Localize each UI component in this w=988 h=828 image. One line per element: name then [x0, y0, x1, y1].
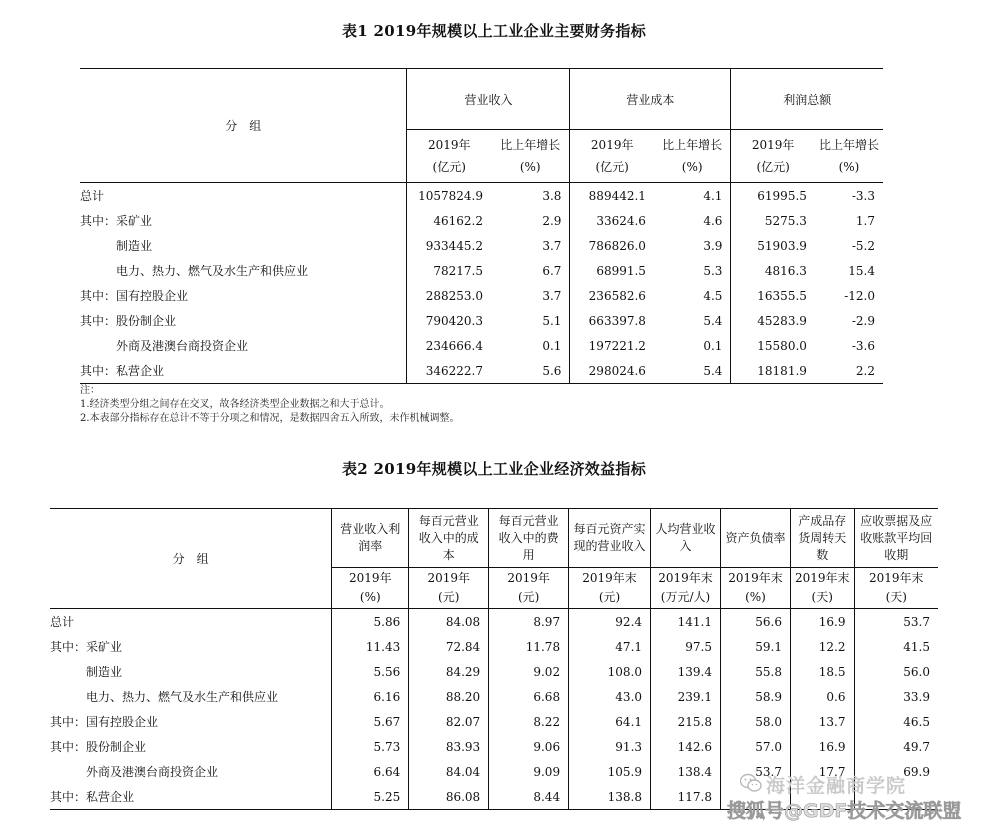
table-row [50, 709, 938, 734]
table2-subheader [790, 568, 854, 609]
note-heading: 注： [80, 385, 100, 396]
row-label: 其中：国有控股企业 [50, 715, 159, 729]
table-cell: 55.8 [720, 659, 790, 684]
table-row [50, 734, 938, 759]
table-cell: 0.1 [703, 338, 723, 353]
subheader-line2: (亿元) [756, 160, 790, 174]
table-cell: 4.6 [703, 213, 723, 228]
subheader-unit: (元) [438, 590, 460, 604]
row-label: 其中：国有控股企业 [80, 289, 189, 303]
table1-subheader [731, 130, 815, 183]
table-cell: 3.8 [542, 188, 562, 203]
subheader-line1: 2019年 [427, 138, 471, 152]
table-cell: 298024.6 [570, 358, 654, 384]
subheader-year: 2019年 [427, 571, 470, 585]
table-cell: 6.7 [542, 263, 562, 278]
table-row [80, 233, 883, 258]
table-cell: 4816.3 [731, 258, 815, 283]
subheader-line1: 比上年增长 [500, 138, 561, 152]
table-cell: 0.1 [542, 338, 562, 353]
watermark-brand: 海洋金融商学院 [766, 775, 907, 797]
table1-notes [80, 384, 460, 426]
subheader-line2: (亿元) [595, 160, 629, 174]
row-label: 其中：私营企业 [50, 790, 135, 804]
subheader-line1: 比上年增长 [662, 138, 723, 152]
table-cell: 64.1 [569, 709, 651, 734]
row-label: 其中：股份制企业 [80, 314, 177, 328]
table-cell: 72.84 [409, 634, 489, 659]
table-cell: 117.8 [651, 784, 721, 810]
table-cell: 8.97 [489, 609, 569, 635]
table-cell: 16.9 [790, 734, 854, 759]
table1-subheader [815, 130, 883, 183]
table-cell: 139.4 [651, 659, 721, 684]
table-row [80, 308, 883, 333]
table2-subheader [651, 568, 721, 609]
subheader-year: 2019年末 [794, 571, 850, 585]
table-cell: 41.5 [854, 634, 938, 659]
table-cell: 1.7 [855, 213, 875, 228]
table-cell: 82.07 [409, 709, 489, 734]
table2-subheader [569, 568, 651, 609]
table-cell: 2.9 [542, 213, 562, 228]
table1-subheader [491, 130, 570, 183]
table-cell: 5.3 [703, 263, 723, 278]
table-cell: 97.5 [651, 634, 721, 659]
table2-column-header: 资产负债率 [720, 509, 790, 568]
table-cell: 61995.5 [731, 183, 815, 209]
table-cell: 46.5 [854, 709, 938, 734]
subheader-line1: 2019年 [751, 138, 795, 152]
table-cell: -5.2 [851, 238, 875, 253]
table-cell: 92.4 [569, 609, 651, 635]
table-cell: 234666.4 [407, 333, 491, 358]
table-cell: 9.02 [489, 659, 569, 684]
table-cell: 346222.7 [407, 358, 491, 384]
table-cell: 57.0 [720, 734, 790, 759]
table-cell: 68991.5 [570, 258, 654, 283]
table2-subheader [720, 568, 790, 609]
table2-title: 表2 2019年规模以上工业企业经济效益指标 [341, 460, 646, 478]
table-cell: -3.6 [851, 338, 875, 353]
table1-title: 表1 2019年规模以上工业企业主要财务指标 [341, 22, 646, 40]
table-cell: 46162.2 [407, 208, 491, 233]
table-cell: 8.44 [489, 784, 569, 810]
table-cell: 53.7 [720, 759, 790, 784]
table-cell: 0.6 [790, 684, 854, 709]
row-label: 其中：采矿业 [50, 640, 123, 654]
table-cell: 5.1 [542, 313, 562, 328]
subheader-unit: (%) [359, 590, 381, 604]
table-cell: 288253.0 [407, 283, 491, 308]
table2 [50, 508, 938, 810]
table-cell: 3.9 [703, 238, 723, 253]
table-cell: 86.08 [409, 784, 489, 810]
table-cell: 2.2 [855, 363, 875, 378]
table-cell: 786826.0 [570, 233, 654, 258]
table-row [80, 183, 883, 209]
table-cell: 15580.0 [731, 333, 815, 358]
table-cell: 1057824.9 [407, 183, 491, 209]
table2-subheader [409, 568, 489, 609]
table-cell: 6.64 [332, 759, 409, 784]
table2-column-header: 人均营业收入 [651, 509, 721, 568]
subheader-unit: (元) [517, 590, 540, 604]
table-cell: 6.68 [489, 684, 569, 709]
table-cell: 239.1 [651, 684, 721, 709]
row-label: 其中：股份制企业 [50, 740, 147, 754]
subheader-unit: (天) [885, 590, 907, 604]
table-cell: 13.7 [790, 709, 854, 734]
table-cell: 3.7 [542, 288, 562, 303]
subheader-line1: 2019年 [590, 138, 634, 152]
table-cell: 58.0 [720, 709, 790, 734]
table-cell: 56.0 [854, 659, 938, 684]
table-cell: 197221.2 [570, 333, 654, 358]
table-cell: 9.06 [489, 734, 569, 759]
table-cell: 47.1 [569, 634, 651, 659]
table-cell: 138.8 [569, 784, 651, 810]
table-cell: 53.7 [854, 609, 938, 635]
table-row [50, 684, 938, 709]
table2-column-header: 每百元营业收入中的费用 [489, 509, 569, 568]
table-cell: 5.56 [332, 659, 409, 684]
table-cell: 49.7 [854, 734, 938, 759]
table-cell: 889442.1 [570, 183, 654, 209]
table-cell: 5.67 [332, 709, 409, 734]
subheader-line2: (%) [838, 160, 860, 174]
row-label: 电力、热力、燃气及水生产和供应业 [86, 690, 279, 704]
table1-subheader [570, 130, 654, 183]
table-cell: 236582.6 [570, 283, 654, 308]
table-cell: 4.5 [703, 288, 723, 303]
table-cell: 12.2 [790, 634, 854, 659]
table-cell: 933445.2 [407, 233, 491, 258]
table-cell: 18181.9 [731, 358, 815, 384]
table-cell: 5.73 [332, 734, 409, 759]
table-cell: 84.08 [409, 609, 489, 635]
row-label: 制造业 [86, 665, 123, 679]
table-cell: 83.93 [409, 734, 489, 759]
table-cell: 141.1 [651, 609, 721, 635]
table2-group-header: 分 组 [50, 509, 332, 609]
table-cell: 11.43 [332, 634, 409, 659]
table-cell: 105.9 [569, 759, 651, 784]
table-row [50, 634, 938, 659]
table-cell: 15.4 [848, 263, 875, 278]
table-cell: 215.8 [651, 709, 721, 734]
table1-subheader [407, 130, 491, 183]
watermark-source: 搜狐号@GDF技术交流联盟 [727, 800, 962, 822]
subheader-year: 2019年 [349, 571, 392, 585]
table-cell: 16355.5 [731, 283, 815, 308]
table2-subheader [854, 568, 938, 609]
row-label: 外商及港澳台商投资企业 [116, 339, 249, 353]
table-cell: 16.9 [790, 609, 854, 635]
subheader-line2: (%) [681, 160, 703, 174]
table2-column-header: 每百元营业收入中的成本 [409, 509, 489, 568]
table-cell: 11.78 [489, 634, 569, 659]
subheader-line2: (%) [519, 160, 541, 174]
row-label: 其中：私营企业 [80, 364, 165, 378]
table-cell: 5.25 [332, 784, 409, 810]
table-cell: 142.6 [651, 734, 721, 759]
subheader-line1: 比上年增长 [818, 138, 879, 152]
subheader-year: 2019年 [507, 571, 550, 585]
table-cell: 18.5 [790, 659, 854, 684]
row-label: 总计 [80, 189, 105, 203]
table-row [80, 258, 883, 283]
table-cell: 33624.6 [570, 208, 654, 233]
table-row [80, 333, 883, 358]
row-label: 电力、热力、燃气及水生产和供应业 [116, 264, 309, 278]
table2-subheader [332, 568, 409, 609]
table-cell: -3.3 [851, 188, 875, 203]
table-row [80, 358, 883, 384]
table-row [50, 659, 938, 684]
table-cell: 43.0 [569, 684, 651, 709]
table-row [80, 283, 883, 308]
table-cell: 78217.5 [407, 258, 491, 283]
subheader-unit: (元) [598, 590, 621, 604]
note-1: 1.经济类型分组之间存在交叉，故各经济类型企业数据之和大于总计。 [80, 399, 390, 410]
table2-column-header: 营业收入利润率 [332, 509, 409, 568]
table-cell: 5.86 [332, 609, 409, 635]
table1-subheader [654, 130, 731, 183]
table-cell: -12.0 [844, 288, 875, 303]
table-cell: 84.29 [409, 659, 489, 684]
table-cell: 69.9 [854, 759, 938, 784]
table-cell: 790420.3 [407, 308, 491, 333]
table-cell: 91.3 [569, 734, 651, 759]
table-cell: 58.9 [720, 684, 790, 709]
table-cell: 45283.9 [731, 308, 815, 333]
note-2: 2.本表部分指标存在总计不等于分项之和情况，是数据四舍五入所致，未作机械调整。 [80, 413, 460, 424]
row-label: 总计 [50, 615, 75, 629]
table-cell: 56.6 [720, 609, 790, 635]
table-cell: 17.7 [790, 759, 854, 784]
table1 [80, 68, 883, 384]
table-cell: -2.9 [851, 313, 875, 328]
table1-colgroup-cost: 营业成本 [570, 69, 731, 130]
subheader-unit: (万元/人) [660, 590, 711, 604]
row-label: 外商及港澳台商投资企业 [86, 765, 219, 779]
table-cell: 6.16 [332, 684, 409, 709]
table2-subheader [489, 568, 569, 609]
subheader-year: 2019年末 [868, 571, 924, 585]
subheader-unit: (%) [745, 590, 766, 604]
table1-group-header: 分 组 [80, 69, 407, 183]
table2-column-header: 应收票据及应收账款平均回收期 [854, 509, 938, 568]
subheader-year: 2019年末 [728, 571, 783, 585]
table-row [80, 208, 883, 233]
table-cell: 8.22 [489, 709, 569, 734]
table-cell: 5.4 [703, 363, 723, 378]
subheader-year: 2019年末 [582, 571, 637, 585]
table-cell: 108.0 [569, 659, 651, 684]
row-label: 制造业 [116, 239, 153, 253]
table-cell: 84.04 [409, 759, 489, 784]
table-cell: 3.7 [542, 238, 562, 253]
table1-colgroup-profit: 利润总额 [731, 69, 883, 130]
table2-column-header: 产成品存货周转天数 [790, 509, 854, 568]
subheader-year: 2019年末 [658, 571, 713, 585]
table-cell: 5.6 [542, 363, 562, 378]
table-cell: 138.4 [651, 759, 721, 784]
subheader-line2: (亿元) [432, 160, 466, 174]
table-cell: 88.20 [409, 684, 489, 709]
table1-colgroup-revenue: 营业收入 [407, 69, 570, 130]
table-cell: 51903.9 [731, 233, 815, 258]
table-cell: 33.9 [854, 684, 938, 709]
table-cell: 5.4 [703, 313, 723, 328]
table-row [50, 609, 938, 635]
table-cell: 59.1 [720, 634, 790, 659]
table-cell: 4.1 [703, 188, 723, 203]
table-cell: 663397.8 [570, 308, 654, 333]
table2-column-header: 每百元资产实现的营业收入 [569, 509, 651, 568]
subheader-unit: (天) [811, 590, 833, 604]
wechat-icon [740, 773, 762, 793]
table-cell: 5275.3 [731, 208, 815, 233]
table-cell: 9.09 [489, 759, 569, 784]
row-label: 其中：采矿业 [80, 214, 153, 228]
